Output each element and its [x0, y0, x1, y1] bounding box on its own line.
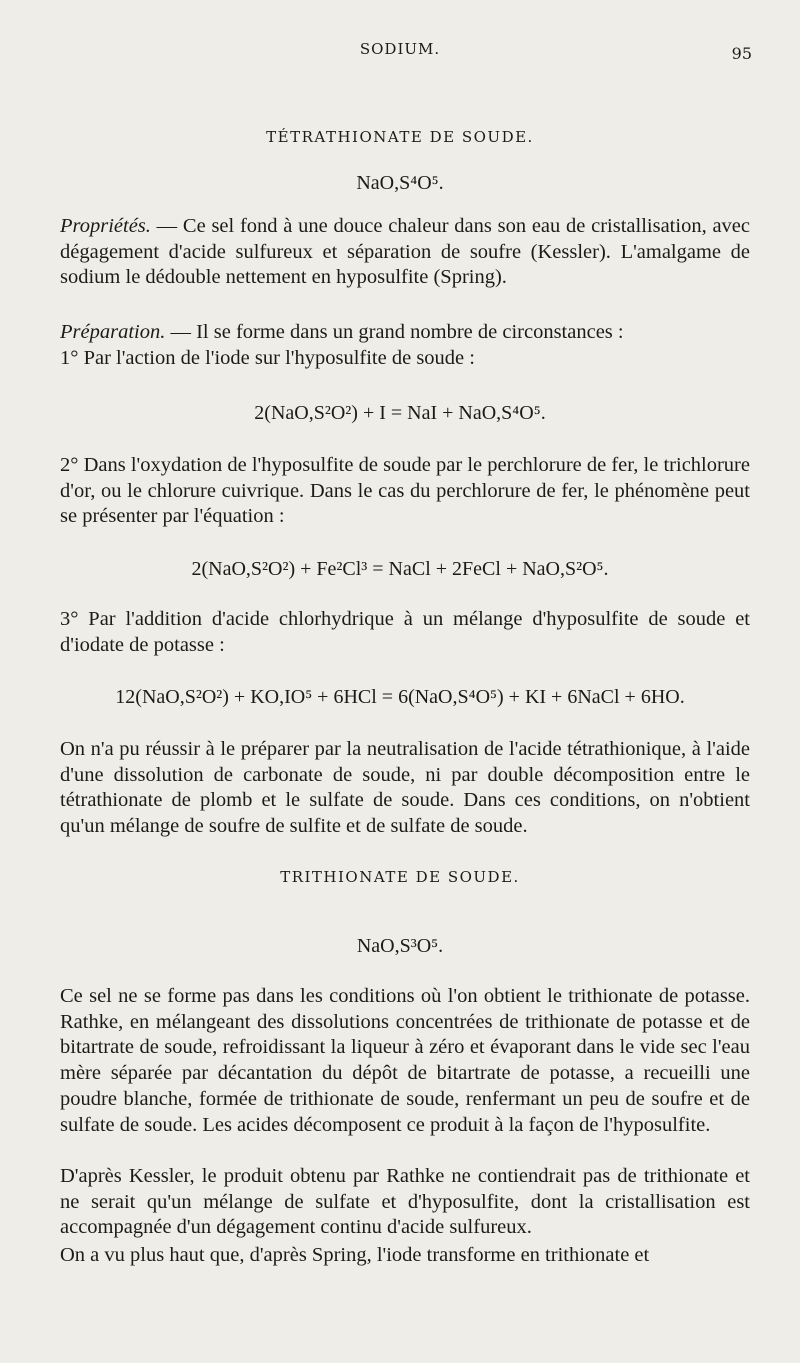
properties-label: Propriétés.	[60, 215, 151, 237]
paragraph-closing: On n'a pu réussir à le préparer par la neutralisation de l'acide tétrathionique, à l'aide d'une dissolution de carbonate de soude, ni par double décomposition entre le tétrathionate de plomb et le sulfate de soude. Dans ces conditions, on n'obtient qu'un mélange de soufre de sulfite et de sulfate de soude.	[60, 738, 750, 838]
equation-1: 2(NaO,S²O²) + I = NaI + NaO,S⁴O⁵.	[254, 402, 546, 424]
preparation-item-3: 3° Par l'addition d'acide chlorhydrique à un mélange d'hyposulfite de soude et d'iodate de potasse :	[60, 608, 750, 656]
properties-text: — Ce sel fond à une douce chaleur dans son eau de cristallisation, avec dégagement d'acide sulfureux et séparation de soufre (Kessler). L'amalgame de sodium le dédouble nettement en hyposulfite (Spring).	[60, 215, 750, 289]
equation-2: 2(NaO,S²O²) + Fe²Cl³ = NaCl + 2FeCl + NaO,S²O⁵.	[191, 558, 609, 580]
preparation-text: — Il se forme dans un grand nombre de circonstances :	[165, 321, 624, 343]
running-title: SODIUM.	[359, 40, 441, 58]
formula-tetrathionate: NaO,S⁴O⁵.	[356, 172, 444, 194]
preparation-item-1: 1° Par l'action de l'iode sur l'hyposulfite de soude :	[60, 347, 475, 369]
formula-trithionate: NaO,S³O⁵.	[356, 935, 444, 957]
paragraph-trithionate-2: D'après Kessler, le produit obtenu par Rathke ne contiendrait pas de trithionate et ne serait qu'un mélange de sulfate et d'hyposulfite, dont la cristallisation est accompagnée d'un dégagement continu d'acide sulfureux.	[60, 1165, 750, 1239]
page-number: 95	[731, 44, 752, 63]
equation-3: 12(NaO,S²O²) + KO,IO⁵ + 6HCl = 6(NaO,S⁴O⁵) + KI + 6NaCl + 6HO.	[115, 686, 685, 708]
paragraph-properties	[60, 214, 750, 291]
paragraph-trithionate-1: Ce sel ne se forme pas dans les conditions où l'on obtient le trithionate de potasse. Rathke, en mélangeant des dissolutions concentrées de trithionate de potasse et de bitartrate de soude, refroidissant la liqueur à zéro et évaporant dans le vide sec l'eau mère séparée par décantation du dépôt de bitartrate de potasse, a recueilli une poudre blanche, formée de trithionate de soude, renfermant un peu de soufre et de sulfate de soude. Les acides décomposent ce produit à la façon de l'hyposulfite.	[60, 985, 750, 1136]
paragraph-trithionate-3: On a vu plus haut que, d'après Spring, l'iode transforme en trithionate et	[60, 1244, 650, 1266]
paragraph-preparation	[60, 320, 750, 346]
preparation-label: Préparation.	[60, 321, 166, 343]
section-title-tetrathionate: TÉTRATHIONATE DE SOUDE.	[266, 128, 534, 146]
section-title-trithionate: TRITHIONATE DE SOUDE.	[280, 868, 520, 886]
preparation-item-2: 2° Dans l'oxydation de l'hyposulfite de soude par le perchlorure de fer, le trichlorure d'or, ou le chlorure cuivrique. Dans le cas du perchlorure de fer, le phénomène peut se présenter par l'équation :	[60, 454, 750, 528]
